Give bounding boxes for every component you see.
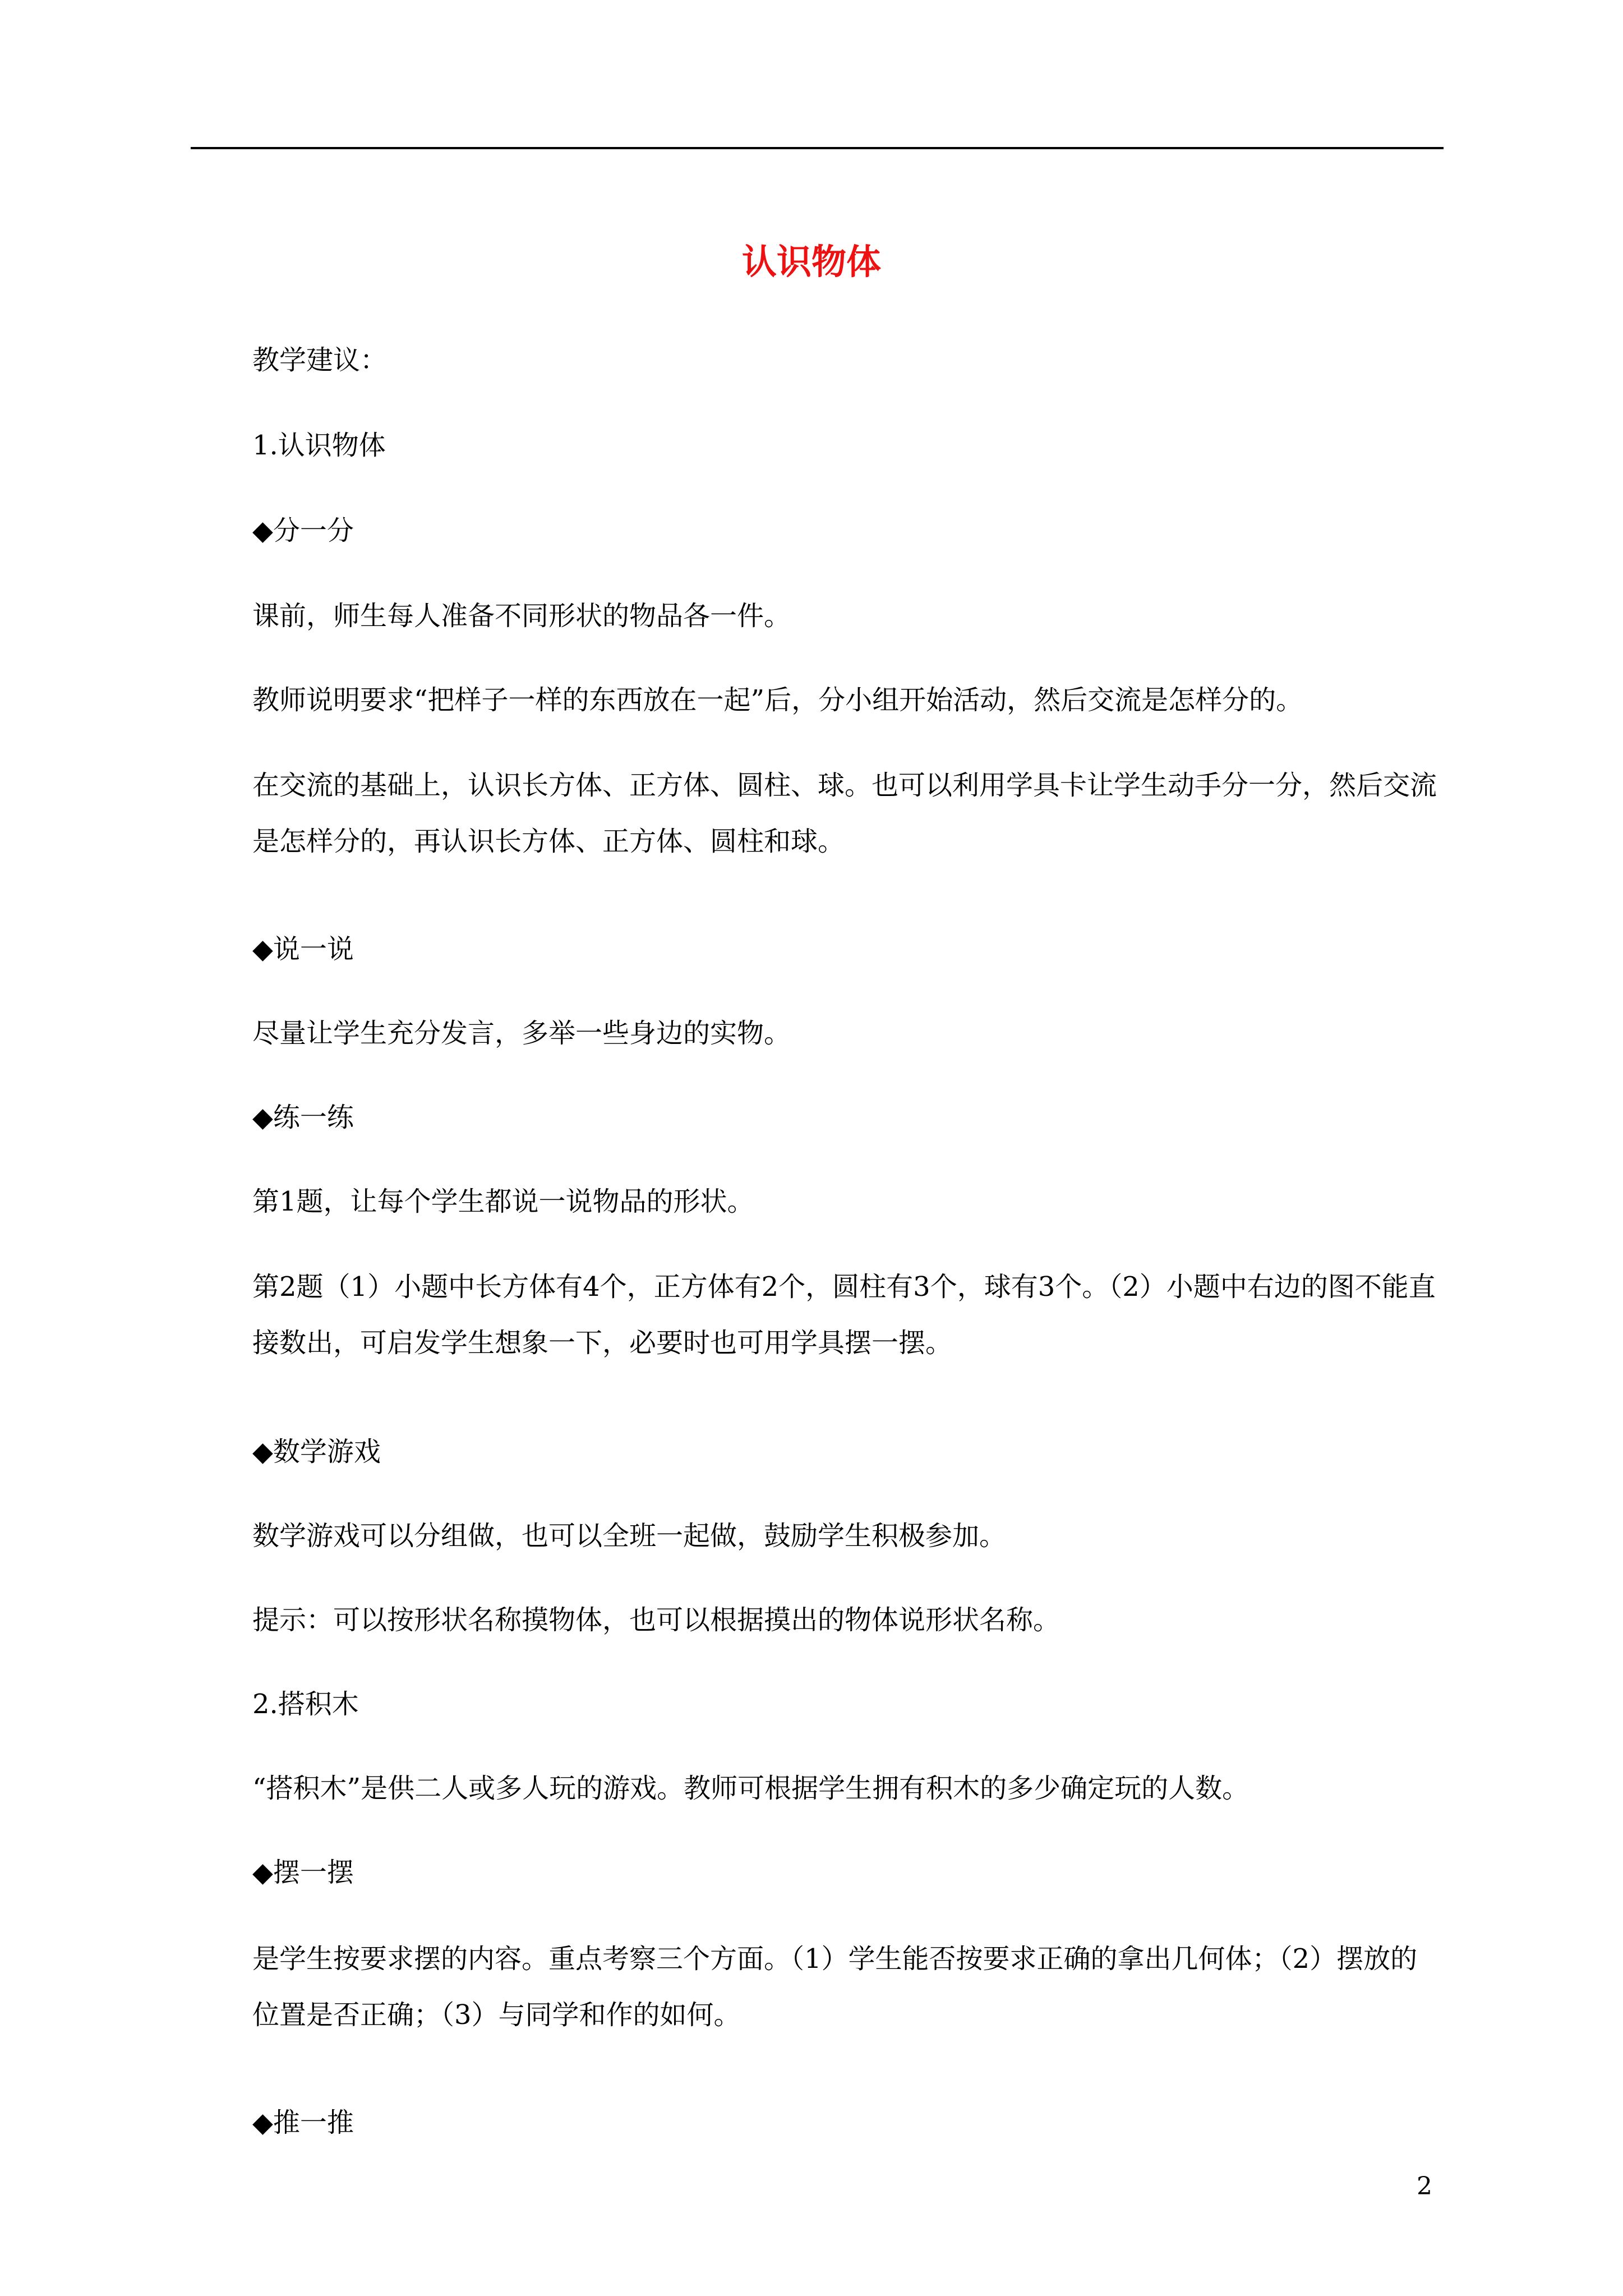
subheading-arrange: ◆摆一摆 [252,1857,354,1888]
paragraph-question-2: 第2题（1）小题中长方体有4个，正方体有2个，圆柱有3个，球有3个。（2）小题中右边的图不能直接数出，可启发学生想象一下，必要时也可用学具摆一摆。 [252,1271,1436,1359]
subheading-sort: ◆分一分 [252,515,354,546]
paragraph-teaching-suggestions: 教学建议： [252,344,388,376]
paragraph-math-game: 数学游戏可以分组做，也可以全班一起做，鼓励学生积极参加。 [252,1520,1007,1552]
heading-building-blocks: 2.搭积木 [252,1688,359,1720]
document-title: 认识物体 [741,241,881,282]
paragraph-speak-freely: 尽量让学生充分发言，多举一些身边的实物。 [252,1018,791,1049]
subheading-speak: ◆说一说 [252,933,354,965]
paragraph-hint: 提示：可以按形状名称摸物体，也可以根据摸出的物体说形状名称。 [252,1604,1061,1636]
paragraph-building-blocks-game: “搭积木”是供二人或多人玩的游戏。教师可根据学生拥有积木的多少确定玩的人数。 [252,1773,1249,1804]
header-rule [191,147,1444,149]
page-number: 2 [1417,2172,1432,2201]
heading-recognize-objects: 1.认识物体 [252,430,386,461]
paragraph-exchange-basis: 在交流的基础上，认识长方体、正方体、圆柱、球。也可以利用学具卡让学生动手分一分，然后交流是怎样分的，再认识长方体、正方体、圆柱和球。 [252,770,1437,857]
subheading-push: ◆推一推 [252,2107,354,2138]
paragraph-arrange-content: 是学生按要求摆的内容。重点考察三个方面。（1）学生能否按要求正确的拿出几何体；（2）摆放的位置是否正确；（3）与同学和作的如何。 [252,1943,1418,2031]
paragraph-question-1: 第1题，让每个学生都说一说物品的形状。 [252,1186,754,1217]
subheading-practice: ◆练一练 [252,1102,354,1133]
paragraph-teacher-requirement: 教师说明要求“把样子一样的东西放在一起”后，分小组开始活动，然后交流是怎样分的。 [252,684,1303,716]
subheading-math-game: ◆数学游戏 [252,1436,381,1467]
paragraph-before-class: 课前，师生每人准备不同形状的物品各一件。 [252,600,791,632]
